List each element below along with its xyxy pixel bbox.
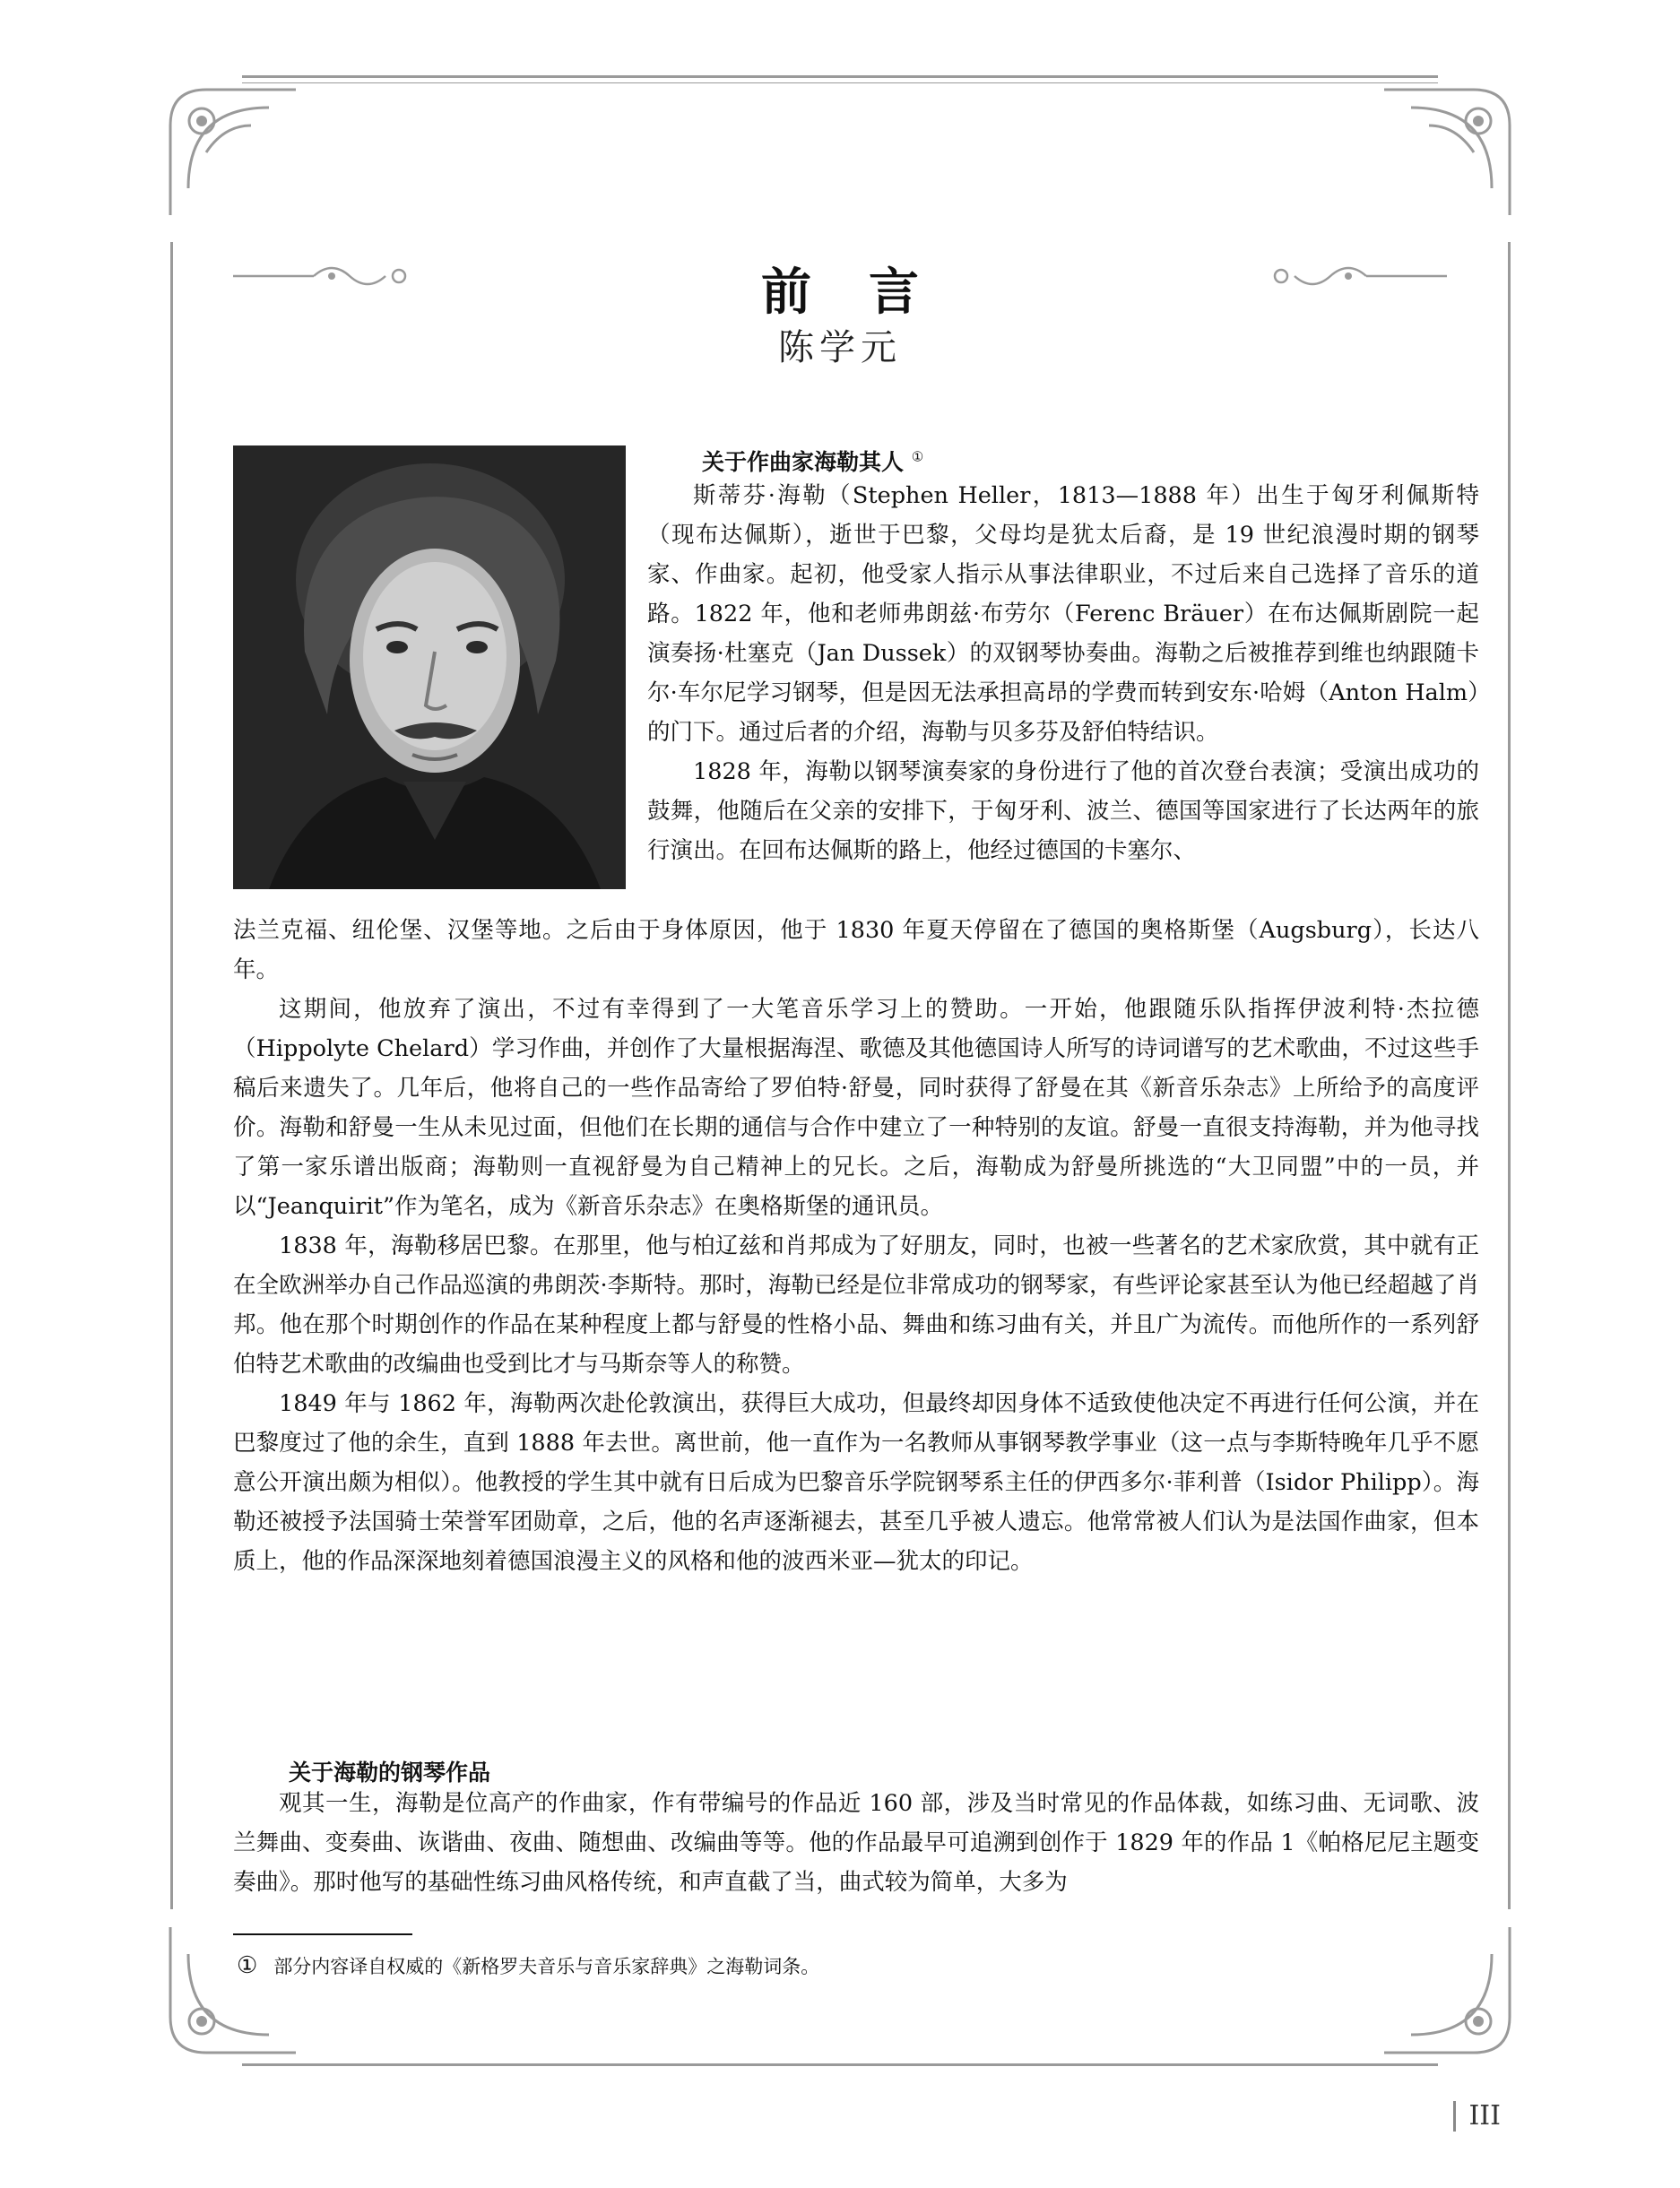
main-text-block	[233, 911, 1479, 1581]
paragraph: 1828 年，海勒以钢琴演奏家的身份进行了他的首次登台表演；受演出成功的鼓舞，他随后在父亲的安排下，于匈牙利、波兰、德国等国家进行了长达两年的旅行演出。在回布达佩斯的路上，他经过德国的卡塞尔、	[647, 758, 1479, 864]
footnote-divider	[233, 1933, 412, 1935]
author-name: 陈学元	[778, 327, 902, 368]
corner-ornament-bottom-right	[1375, 1918, 1528, 2071]
composer-portrait	[233, 445, 626, 889]
footnote-reference[interactable]: ①	[911, 448, 924, 465]
frame-bottom-border	[242, 2063, 1438, 2066]
corner-ornament-bottom-left	[152, 1918, 305, 2071]
section2-text-block	[233, 1784, 1479, 1902]
frame-top-border	[242, 75, 1438, 78]
paragraph-continuation: 法兰克福、纽伦堡、汉堡等地。之后由于身体原因，他于 1830 年夏天停留在了德国的奥格斯堡（Augsburg），长达八年。	[233, 917, 1479, 983]
paragraph: 1849 年与 1862 年，海勒两次赴伦敦演出，获得巨大成功，但最终却因身体不适致使他决定不再进行任何公演，并在巴黎度过了他的余生，直到 1888 年去世。离世前，他一直作为一名教师从事钢琴教学事业（这一点与李斯特晚年几乎不愿意公开演出颇为相似）。他教授的学生其中就有日后成为巴黎音乐学院钢琴系主任的伊西多尔·菲利普（Isidor Philipp）。海勒还被授予法国骑士荣誉军团勋章，之后，他的名声逐渐褪去，甚至几乎被人遗忘。他常常被人们认为是法国作曲家，但本质上，他的作品深深地刻着德国浪漫主义的风格和他的波西米亚—犹太的印记。	[233, 1390, 1479, 1575]
corner-ornament-top-left	[152, 72, 305, 224]
page-number: III	[1453, 2101, 1501, 2132]
frame-top-border-inner	[242, 82, 1438, 83]
footnote-text: 部分内容译自权威的《新格罗夫音乐与音乐家辞典》之海勒词条。	[273, 1956, 820, 1977]
section-heading-text: 关于作曲家海勒其人	[702, 449, 905, 475]
footnote	[237, 1952, 819, 1979]
paragraph: 这期间，他放弃了演出，不过有幸得到了一大笔音乐学习上的赞助。一开始，他跟随乐队指挥伊波利特·杰拉德（Hippolyte Chelard）学习作曲，并创作了大量根据海涅、歌德及其他德国诗人所写的诗词谱写的艺术歌曲，不过这些手稿后来遗失了。几年后，他将自己的一些作品寄给了罗伯特·舒曼，同时获得了舒曼在其《新音乐杂志》上所给予的高度评价。海勒和舒曼一生从未见过面，但他们在长期的通信与合作中建立了一种特别的友谊。舒曼一直很支持海勒，并为他寻找了第一家乐谱出版商；海勒则一直视舒曼为自己精神上的兄长。之后，海勒成为舒曼所挑选的“大卫同盟”中的一员，并以“Jeanquirit”作为笔名，成为《新音乐杂志》在奥格斯堡的通讯员。	[233, 996, 1479, 1220]
footnote-mark: ①	[237, 1952, 258, 1979]
wrapped-text-block	[647, 476, 1479, 870]
frame-right-border	[1508, 242, 1511, 1909]
paragraph: 观其一生，海勒是位高产的作曲家，作有带编号的作品近 160 部，涉及当时常见的作品体裁，如练习曲、无词歌、波兰舞曲、变奏曲、诙谐曲、夜曲、随想曲、改编曲等等。他的作品最早可追溯到创作于 1829 年的作品 1《帕格尼尼主题变奏曲》。那时他写的基础性练习曲风格传统，和声直截了当，曲式较为简单，大多为	[233, 1790, 1479, 1896]
paragraph: 斯蒂芬·海勒（Stephen Heller，1813—1888 年）出生于匈牙利佩斯特（现布达佩斯），逝世于巴黎，父母均是犹太后裔，是 19 世纪浪漫时期的钢琴家、作曲家。起初，他受家人指示从事法律职业，不过后来自己选择了音乐的道路。1822 年，他和老师弗朗兹·布劳尔（Ferenc Bräuer）在布达佩斯剧院一起演奏扬·杜塞克（Jan Dussek）的双钢琴协奏曲。海勒之后被推荐到维也纳跟随卡尔·车尔尼学习钢琴，但是因无法承担高昂的学费而转到安东·哈姆（Anton Halm）的门下。通过后者的介绍，海勒与贝多芬及舒伯特结识。	[647, 482, 1479, 746]
corner-ornament-top-right	[1375, 72, 1528, 224]
page-title: 前言	[761, 264, 976, 322]
section-heading-piano-works: 关于海勒的钢琴作品	[289, 1760, 491, 1786]
portrait-drawing	[233, 445, 626, 889]
section-heading-composer	[702, 445, 923, 477]
frame-left-border	[170, 242, 173, 1909]
paragraph: 1838 年，海勒移居巴黎。在那里，他与柏辽兹和肖邦成为了好朋友，同时，也被一些著名的艺术家欣赏，其中就有正在全欧洲举办自己作品巡演的弗朗茨·李斯特。那时，海勒已经是位非常成功的钢琴家，有些评论家甚至认为他已经超越了肖邦。他在那个时期创作的作品在某种程度上都与舒曼的性格小品、舞曲和练习曲有关，并且广为流传。而他所作的一系列舒伯特艺术歌曲的改编曲也受到比才与马斯奈等人的称赞。	[233, 1232, 1479, 1378]
